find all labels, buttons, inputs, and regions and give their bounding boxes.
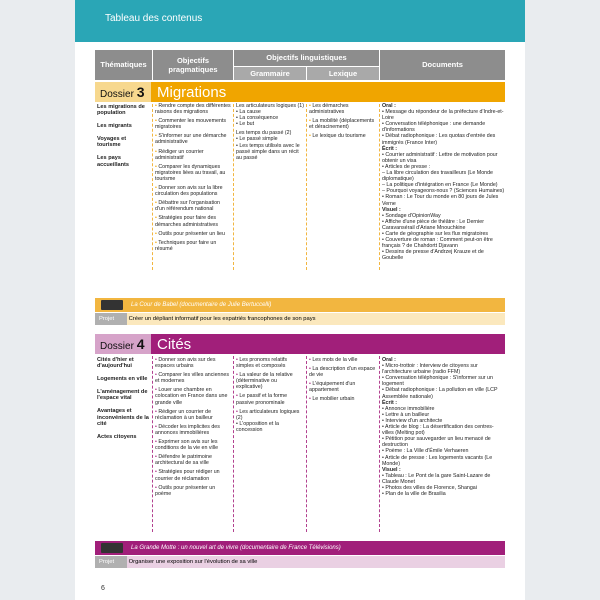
objectif-item: • S'informer sur une démarche administrative (155, 133, 227, 146)
documents-line: • Interview d'un architecte (382, 417, 443, 424)
dossier3-label (100, 84, 144, 100)
lexique-item: • Le mobilier urbain (309, 396, 355, 403)
dossier4-pragmatiques (155, 357, 231, 500)
documents-line: • Débat radiophonique : La pollution en ville (LCP Assemblée nationale) (382, 387, 498, 400)
lexique-item: • L'équipement d'un appartement (309, 381, 356, 394)
lexique-text: La description d'un espace de vie (309, 366, 376, 379)
divider (306, 356, 307, 532)
objectif-item: • Débattre sur l'organisation d'un référendum national (155, 200, 221, 213)
grammar-item: • Le passé simple (236, 136, 278, 143)
grammar-item: • Les temps utilisés avec le passé simple dans un récit au passé (236, 142, 300, 161)
objectif-text: Donner son avis sur des espaces urbains (155, 357, 216, 370)
objectif-text: Exprimer son avis sur les conditions de la vie en ville (155, 439, 219, 452)
documents-line: • Articles de presse : (382, 163, 431, 170)
documents-line: • Affiche d'une pièce de théâtre : Le Dernier Caravansérail d'Ariane Mnouchkine (382, 218, 485, 231)
dossier4-label (100, 336, 144, 352)
documents-line: • Pétition pour sauvegarder un lieu menacé de destruction (382, 436, 491, 449)
dossier3-lexique (309, 103, 377, 142)
dossier3-label-text: Dossier (100, 89, 134, 100)
grammar-item: • Les pronoms relatifs simples et composés (236, 357, 288, 370)
objectif-item: • Rédiger un courrier de réclamation à un bailleur (155, 408, 213, 421)
lexique-text: Les mots de la ville (312, 357, 358, 363)
objectif-text: Outils pour présenter un lieu (158, 230, 225, 237)
objectif-text: Donner son avis sur la libre circulation des populations (155, 185, 223, 198)
lexique-item: • Les démarches administratives (309, 103, 349, 116)
documents-line: • Lettre à un bailleur (382, 411, 430, 418)
theme-item: Voyages et tourisme (97, 136, 127, 149)
page (75, 0, 525, 600)
objectif-item: • Outils pour présenter un lieu (155, 230, 225, 237)
theme-item: Logements en ville (97, 376, 148, 383)
documents-line: • Photos des villes de Florence, Shangai (382, 484, 477, 491)
objectif-item: • Donner son avis sur des espaces urbains (155, 357, 216, 370)
lexique-text: L'équipement d'un appartement (309, 381, 356, 394)
objectif-item: • Donner son avis sur la libre circulation des populations (155, 185, 223, 198)
objectif-item: • Rédiger un courrier administratif (155, 148, 204, 161)
lexique-item: • Le lexique du tourisme (309, 133, 366, 140)
objectif-text: Rédiger un courrier de réclamation à un bailleur (155, 408, 213, 421)
grammar-item: • Le passif et la forme passive pronominale (236, 393, 288, 406)
objectif-item: • Comparer les villes anciennes et modernes (155, 372, 230, 385)
projet-text: Créer un dépliant informatif pour les expatriés francophones de son pays (128, 316, 316, 322)
documents-line: Visuel : (382, 206, 401, 213)
objectif-item: • Stratégies pour faire des démarches administratives (155, 215, 218, 228)
divider (379, 104, 380, 270)
dossier4-themes (97, 357, 151, 447)
lexique-text: Le mobilier urbain (312, 396, 355, 403)
documents-line: • Conversation téléphonique : une demande d'informations (382, 121, 486, 134)
objectif-text: Stratégies pour faire des démarches administratives (155, 215, 218, 228)
header-lexique: Lexique (307, 67, 379, 80)
dossier4-film: La Grande Motte : un nouvel art de vivre (documentaire de France Télévisions) (131, 545, 341, 551)
divider (379, 356, 380, 532)
dossier3-film-bar (95, 298, 505, 312)
documents-line: – La politique d'intégration en France (Le Monde) (382, 182, 498, 189)
objectif-text: Commenter les mouvements migratoires (155, 118, 227, 131)
objectif-text: Louer une chambre en colocation en France dans une grande ville (155, 387, 228, 406)
header-objectifs-linguistiques: Objectifs linguistiques (234, 50, 379, 66)
film-clapper-icon (101, 300, 123, 310)
grammar-text: Le passif et la forme passive pronominale (236, 393, 288, 406)
objectif-item: • Rendre compte des différentes raisons des migrations (155, 103, 231, 116)
header-grammaire: Grammaire (234, 67, 306, 80)
documents-line: Écrit : (382, 145, 398, 152)
lexique-text: La mobilité (déplacements et déracinement) (309, 118, 375, 131)
header-thematiques: Thématiques (95, 50, 152, 80)
lexique-text: Le lexique du tourisme (312, 133, 366, 140)
dossier4-grammaire (236, 357, 304, 433)
documents-line: Écrit : (382, 399, 398, 406)
divider (233, 356, 234, 532)
documents-line: • Roman : Le Tour du monde en 80 jours de Jules Verne (382, 194, 499, 207)
objectif-text: Débattre sur l'organisation d'un référendum national (155, 200, 221, 213)
grammar-item: • L'opposition et la concession (236, 420, 279, 433)
grammar-item: • Le but (236, 121, 255, 128)
grammar-text: La valeur de la relative (déterminative ou explicative) (236, 372, 293, 391)
objectif-text: Défendre le patrimoine architectural de sa ville (155, 454, 212, 467)
objectif-item: • Décoder les implicites des annonces immobilières (155, 423, 220, 436)
theme-item: Les migrants (97, 123, 132, 130)
dossier4-lexique (309, 357, 377, 406)
objectif-item: • Stratégies pour rédiger un courrier de réclamation (155, 469, 220, 482)
objectif-text: Comparer les villes anciennes et modernes (155, 372, 230, 385)
objectif-text: Décoder les implicites des annonces immobilières (155, 423, 220, 436)
dossier3-grammaire (236, 103, 304, 161)
documents-line: – Pourquoi voyageons-nous ? (Sciences Humaines) (382, 188, 505, 195)
documents-line: • Article de blog : La désertification des centres-villes (Melting pot) (382, 424, 494, 437)
documents-line: • Annonce immobilière (382, 405, 435, 412)
divider (152, 104, 153, 270)
documents-line: • Sondage d'OpinionWay (382, 212, 441, 219)
dossier3-number: 3 (136, 84, 145, 100)
dossier3-title: Migrations (157, 84, 227, 101)
header-documents: Documents (380, 50, 505, 80)
lexique-item: • La description d'un espace de vie (309, 366, 376, 379)
objectif-item: • Louer une chambre en colocation en France dans une grande ville (155, 387, 228, 406)
objectif-text: Outils pour présenter un poème (155, 484, 216, 497)
dossier3-film: La Cour de Babel (documentaire de Julie Bertuccelli) (131, 302, 272, 308)
projet-label: Projet (95, 313, 127, 325)
grammar-text: Les pronoms relatifs simples et composés (236, 357, 288, 370)
theme-item: Cités d'hier et d'aujourd'hui (97, 357, 134, 370)
dossier4-projet (95, 556, 505, 568)
dossier4-number: 4 (136, 336, 145, 352)
dossier3-themes (97, 104, 151, 175)
objectif-item: • Commenter les mouvements migratoires (155, 118, 227, 131)
dossier3-pragmatiques (155, 103, 231, 255)
lexique-item: • La mobilité (déplacements et déracinement) (309, 118, 375, 131)
divider (233, 104, 234, 270)
page-number: 6 (101, 585, 105, 592)
film-clapper-icon (101, 543, 123, 553)
documents-line: • Article de presse : Les logements vacants (Le Monde) (382, 454, 493, 467)
grammar-item: • Les articulateurs logiques (2) (236, 408, 300, 421)
objectif-item: • Exprimer son avis sur les conditions de la vie en ville (155, 439, 219, 452)
documents-line: Visuel : (382, 466, 401, 473)
objectif-text: Rendre compte des différentes raisons des migrations (155, 103, 231, 116)
documents-line: • Micro-trottoir : Interview de citoyens sur l'architecture urbaine (radio FFM) (382, 363, 478, 376)
header-objectifs-pragmatiques: Objectifs pragmatiques (153, 50, 233, 80)
objectif-item: • Comparer les dynamiques migratoires liées au travail, au tourisme (155, 163, 226, 182)
theme-item: Avantages et inconvénients de la cité (97, 408, 149, 427)
dossier4-label-text: Dossier (100, 341, 134, 352)
documents-line: • Tableau : Le Pont de la gare Saint-Lazare de Claude Monet (382, 472, 491, 485)
dossier4-film-bar (95, 541, 505, 555)
documents-line: • Carte de géographie sur les flux migratoires (382, 230, 489, 237)
top-bar (75, 0, 525, 42)
theme-item: Les migrations de population (97, 104, 145, 117)
divider (152, 356, 153, 532)
grammar-item: • La cause (236, 109, 261, 116)
grammar-item: Les temps du passé (2) (236, 130, 292, 137)
documents-line: • Couverture de roman : Comment peut-on être français ? de Chahdortt Djavann (382, 237, 493, 250)
projet-text: Organiser une exposition sur l'évolution de sa ville (128, 559, 258, 565)
documents-line: • Conversation téléphonique : S'informer sur un logement (382, 375, 493, 388)
lexique-item: • Les mots de la ville (309, 357, 358, 363)
documents-line: Oral : (382, 357, 396, 363)
theme-item: Actes citoyens (97, 433, 137, 440)
theme-item: L'aménagement de l'espace vital (97, 389, 148, 402)
objectif-text: Comparer les dynamiques migratoires liées au travail, au tourisme (155, 163, 226, 182)
page-title: Tableau des contenus (105, 13, 203, 24)
documents-line: Oral : (382, 103, 396, 109)
dossier4-title-bar (151, 334, 505, 354)
dossier3-projet (95, 313, 505, 325)
objectif-text: Techniques pour faire un résumé (155, 239, 217, 252)
grammar-text: Les articulateurs logiques (2) (236, 408, 300, 421)
documents-line: • Débat radiophonique : Les quotas d'entrée des immigrés (France Inter) (382, 133, 496, 146)
grammar-item: Les articulateurs logiques (1) (236, 103, 305, 109)
objectif-item: • Techniques pour faire un résumé (155, 239, 217, 252)
grammar-item: • La valeur de la relative (déterminative ou explicative) (236, 372, 293, 391)
dossier4-documents (382, 357, 505, 497)
dossier3-documents (382, 103, 505, 261)
objectif-item: • Outils pour présenter un poème (155, 484, 216, 497)
projet-label: Projet (95, 556, 127, 568)
objectif-text: S'informer sur une démarche administrative (155, 133, 227, 146)
lexique-text: Les démarches administratives (309, 103, 349, 116)
documents-line: • Courrier administratif : Lettre de motivation pour obtenir un visa (382, 151, 498, 164)
documents-line: • Plan de la ville de Brasilia (382, 491, 446, 498)
divider (306, 104, 307, 270)
documents-line: • Dessins de presse d'Andrzej Krauze et de Goubelle (382, 249, 484, 262)
objectif-text: Rédiger un courrier administratif (155, 148, 204, 161)
theme-item: Les pays accueillants (97, 155, 130, 168)
dossier4-title: Cités (157, 336, 192, 353)
documents-line: • Message du répondeur de la préfecture d'Indre-et-Loire (382, 109, 504, 122)
objectif-item: • Défendre le patrimoine architectural de sa ville (155, 454, 212, 467)
objectif-text: Stratégies pour rédiger un courrier de réclamation (155, 469, 220, 482)
documents-line: • Poème : La Ville d'Émile Verhaeren (382, 448, 469, 455)
documents-line: – La libre circulation des travailleurs (Le Monde diplomatique) (382, 170, 493, 183)
grammar-item: • La conséquence (236, 115, 279, 122)
